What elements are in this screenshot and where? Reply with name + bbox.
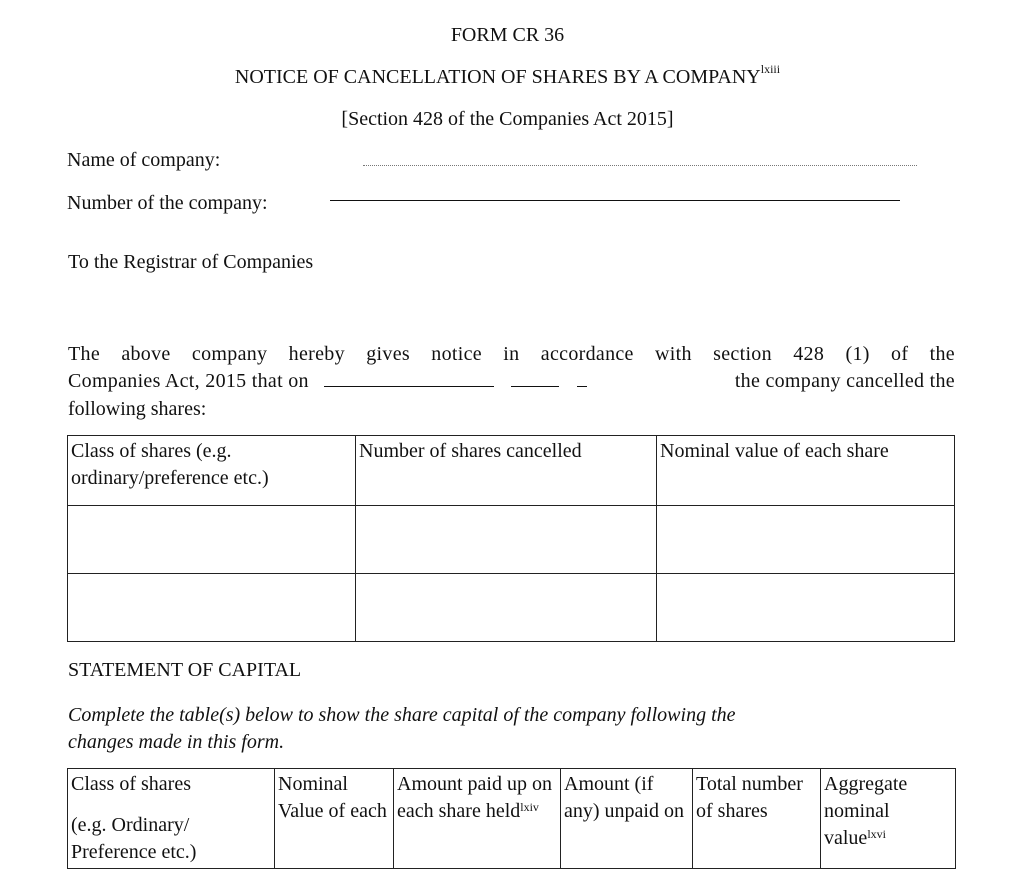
company-name-label: Name of company: [67,149,221,171]
date-blank-2[interactable] [511,368,559,387]
cell-number[interactable] [356,506,657,574]
instruction-line-1: Complete the table(s) below to show the share capital of the company following the [68,704,736,726]
statement-heading: STATEMENT OF CAPITAL [68,659,302,681]
capital-class-example-2: Preference etc.) [71,841,197,863]
cell-nominal[interactable] [657,506,955,574]
date-blank-1[interactable] [324,368,494,387]
company-number-field[interactable] [330,200,900,201]
section-reference: [Section 428 of the Companies Act 2015] [341,108,674,130]
addressee: To the Registrar of Companies [68,251,314,273]
header-nominal-value: Nominal value of each share [657,436,955,506]
table-row [68,574,955,642]
company-number-label: Number of the company: [67,192,268,214]
header-number-cancelled: Number of shares cancelled [356,436,657,506]
table-row [68,506,955,574]
header-class-of-shares: Class of shares (e.g. ordinary/preference etc.) [68,436,356,506]
cell-nominal[interactable] [657,574,955,642]
date-blank-3[interactable] [577,368,587,387]
capital-header-paid-note: lxiv [520,800,539,814]
form-title [0,62,1015,89]
capital-header-unpaid: Amount (if any) unpaid on [561,769,693,869]
form-title-text: NOTICE OF CANCELLATION OF SHARES BY A COMPANY [234,66,761,88]
capital-header-paid-text: Amount paid up on each share held [397,773,552,822]
notice-line-1: The above company hereby gives notice in accordance with section 428 (1) of the [68,343,955,365]
capital-class-example: (e.g. Ordinary/ [71,814,190,836]
form-title-note: lxiii [760,62,781,76]
table-header-row [68,436,955,506]
statement-instruction [68,702,736,756]
notice-line-3: following shares: [68,398,207,420]
capital-header-nominal: Nominal Value of each [275,769,394,869]
instruction-line-2: changes made in this form. [68,731,285,753]
capital-header-aggregate-note: lxvi [867,827,886,841]
cell-number[interactable] [356,574,657,642]
capital-header-aggregate-text: Aggregate nominal value [824,773,908,849]
form-code: FORM CR 36 [450,24,565,46]
company-name-field[interactable] [363,165,917,166]
cancelled-shares-table [67,435,955,642]
notice-line-2 [68,368,955,395]
cell-class[interactable] [68,574,356,642]
notice-line-2-end: the company cancelled the [734,370,955,392]
capital-class-label: Class of shares [71,773,191,795]
cell-class[interactable] [68,506,356,574]
capital-header-total: Total number of shares [693,769,821,869]
notice-line-2-start: Companies Act, 2015 that on [68,370,309,392]
